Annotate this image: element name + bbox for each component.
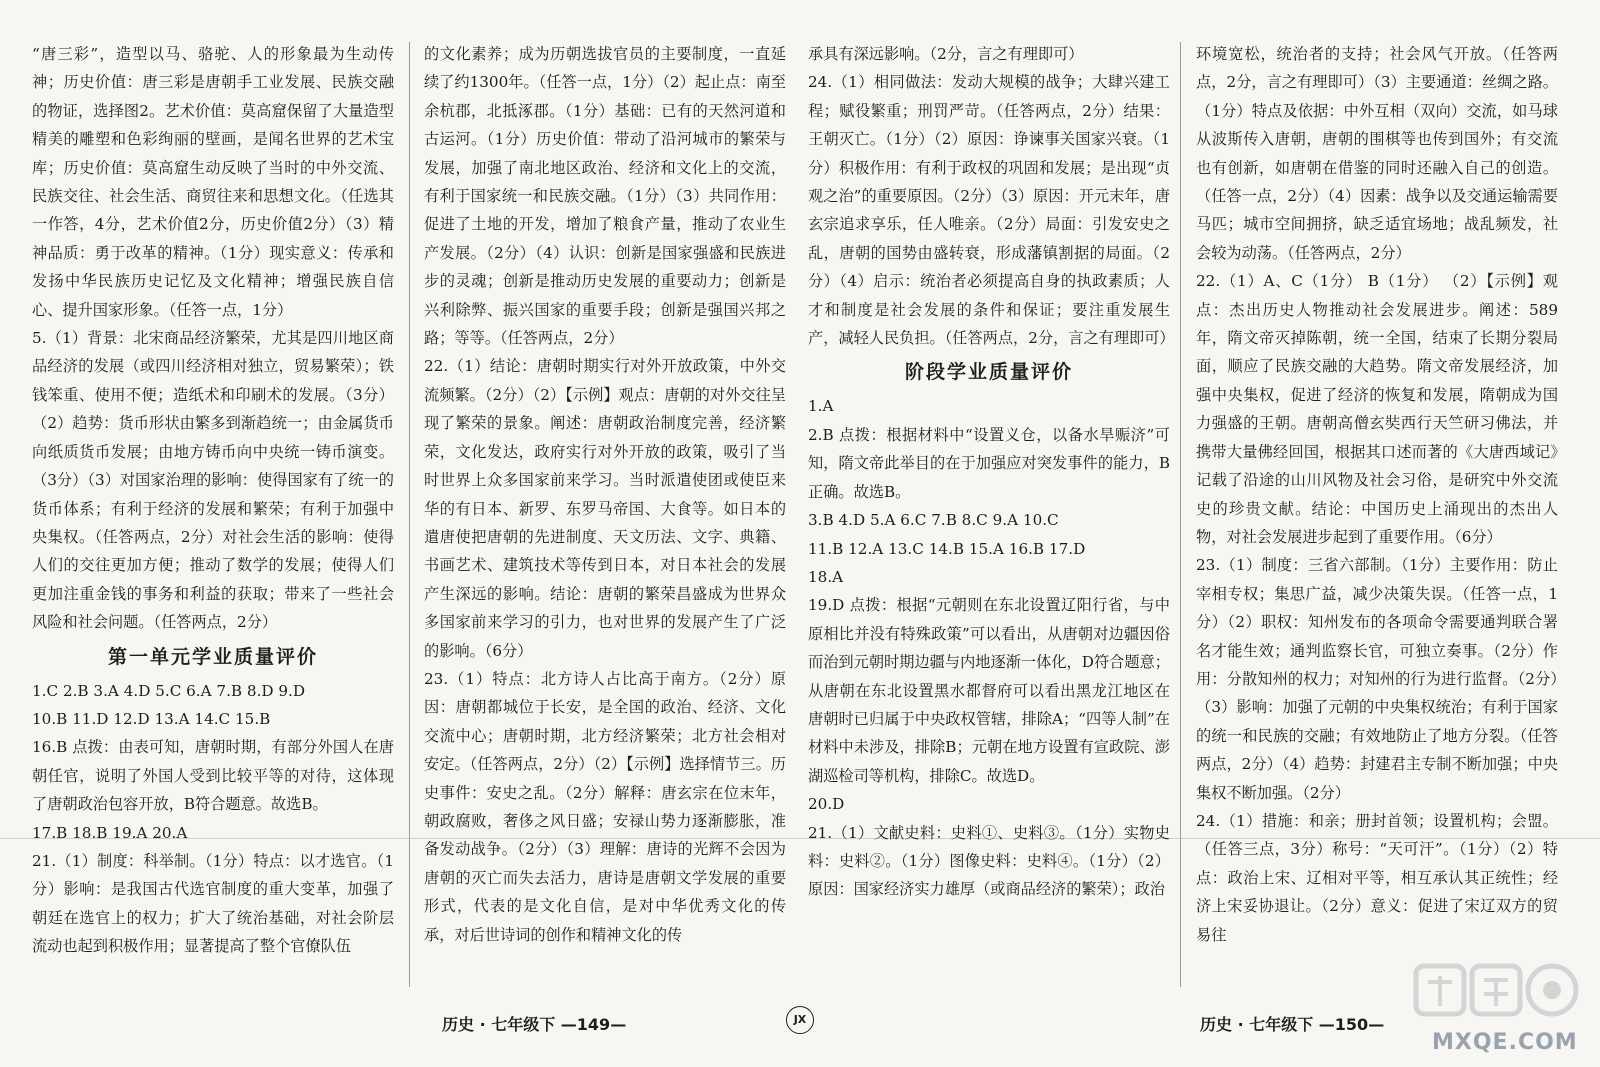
paragraph: 5.（1）背景：北宋商品经济繁荣，尤其是四川地区商品经济的发展（或四川经济相对独立，贸易繁荣）；铁钱笨重、使用不便；造纸术和印刷术的发展。（3分）（2）趋势：货币形状由繁多到渐趋统一；由金属货币向纸质货币发展；由地方铸币向中央统一铸币演变。（3分）（3）对国家治理的影响：使得国家有了统一的货币体系；有利于经济的发展和繁荣；有利于加强中央集权。（任答两点，2分）对社会生活的影响：使得人们的交往更加方便；推动了数学的发展；使得人们更加注重金钱的事务和利益的获取；带来了一些社会风险和社会问题。（任答两点，2分） <box>32 329 394 632</box>
answer-line: 20.D <box>808 795 845 814</box>
paragraph: 16.B 点拨：由表可知，唐朝时期，有部分外国人在唐朝任官，说明了外国人受到比较平等的对待，这体现了唐朝政治包容开放，B符合题意。故选B。 <box>32 738 394 814</box>
column-1 <box>32 40 394 961</box>
paragraph: 23.（1）制度：三省六部制。（1分）主要作用：防止宰相专权；集思广益，减少决策失误。（任答一点，1分）（2）职权：知州发布的各项命令需要通判联合署名才能生效；通判监察长官，可独立奏事。（2分）作用：分散知州的权力；对知州的行为进行监督。（2分）（3）影响：加强了元朝的中央集权统治；有利于国家的统一和民族的交融；有效地防止了地方分裂。（任答两点，2分）（4）趋势：封建君主专制不断加强；中央集权不断加强。（2分） <box>1196 556 1558 802</box>
paragraph: 24.（1）相同做法：发动大规模的战争；大肆兴建工程；赋役繁重；刑罚严苛。（任答两点，2分）结果：王朝灭亡。（1分）（2）原因：诤谏事关国家兴衰。（1分）积极作用：有利于政权的巩固和发展；是出现“贞观之治”的重要原因。（2分）（3）原因：开元末年，唐玄宗追求享乐，任人唯亲。（2分）局面：引发安史之乱，唐朝的国势由盛转衰，形成藩镇割据的局面。（2分）（4）启示：统治者必须提高自身的执政素质；人才和制度是社会发展的条件和保证；要注重发展生产，减轻人民负担。（任答两点，2分，言之有理即可） <box>808 73 1175 348</box>
paragraph: 24.（1）措施：和亲；册封首领；设置机构；会盟。（任答三点，3分）称号：“天可汗”。（1分）（2）特点：政治上宋、辽相对平等，相互承认其正统性；经济上宋妥协退让。（2分）意义：促进了宋辽双方的贸易往 <box>1196 811 1558 944</box>
paragraph: 22.（1）结论：唐朝时期实行对外开放政策，中外交流频繁。（2分）（2）【示例】观点：唐朝的对外交往呈现了繁荣的景象。阐述：唐朝政治制度完善，经济繁荣，文化发达，政府实行对外开放的政策，吸引了当时世界上众多国家前来学习。当时派遣使团或使臣来华的有日本、新罗、东罗马帝国、大食等。如日本的遣唐使把唐朝的先进制度、天文历法、文字、典籍、书画艺术、建筑技术等传到日本，对日本社会的发展产生深远的影响。结论：唐朝的繁荣昌盛成为世界众多国家前来学习的引力，也对世界的发展产生了广泛的影响。（6分） <box>424 357 786 660</box>
paragraph: 23.（1）特点：北方诗人占比高于南方。（2分）原因：唐朝都城位于长安，是全国的政治、经济、文化交流中心；唐朝时期，北方经济繁荣；北方社会相对安定。（任答两点，2分）（2）【示例】选择情节三。历史事件：安史之乱。（2分）解释：唐玄宗在位末年，朝政腐败，奢侈之风日盛；安禄山势力逐渐膨胀，准备发动战争。（2分）（3）理解：唐诗的光辉不会因为唐朝的灭亡而失去活力，唐诗是唐朝文学发展的重要形式，代表的是文化自信，是对中华优秀文化的传承，对后世诗词的创作和精神文化的传 <box>424 669 786 944</box>
paragraph: 2.B 点拨：根据材料中“设置义仓，以备水旱赈济”可知，隋文帝此举目的在于加强应对突发事件的能力，B正确。故选B。 <box>808 425 1170 501</box>
section-title: 阶段学业质量评价 <box>904 361 1073 384</box>
paragraph: 的文化素养；成为历朝选拔官员的主要制度，一直延续了约1300年。（任答一点，1分）（2）起止点：南至余杭郡，北抵涿郡。（1分）基础：已有的天然河道和古运河。（1分）历史价值：带动了沿河城市的繁荣与发展，加强了南北地区政治、经济和文化上的交流，有利于国家统一和民族交融。（1分）（3）共同作用：促进了土地的开发，增加了粮食产量，推动了农业生产发展。（2分）（4）认识：创新是国家强盛和民族进步的灵魂；创新是推动历史发展的重要动力；创新是兴利除弊、振兴国家的重要手段；创新是强国兴邦之路；等等。（任答两点，2分） <box>424 45 786 348</box>
answer-line: 18.A <box>808 567 844 586</box>
column-3 <box>808 40 1175 904</box>
answer-line: 3.B 4.D 5.A 6.C 7.B 8.C 9.A 10.C <box>808 511 1059 530</box>
paragraph: 环境宽松，统治者的支持；社会风气开放。（任答两点，2分，言之有理即可）（3）主要通道：丝绸之路。（1分）特点及依据：中外互相（双向）交流，如马球从波斯传入唐朝，唐朝的围棋等也传到国外；有交流也有创新，如唐朝在借鉴的同时还融入自己的创造。（任答一点，2分）（4）因素：战争以及交通运输需要马匹；城市空间拥挤，缺乏适宜场地；战乱频发，社会较为动荡。（任答两点，2分） <box>1196 45 1558 262</box>
paragraph: 21.（1）文献史料：史料①、史料③。（1分）实物史料：史料②。（1分）图像史料：史料④。（1分）（2）原因：国家经济实力雄厚（或商品经济的繁荣）；政治 <box>808 823 1170 899</box>
answer-line: 17.B 18.B 19.A 20.A <box>32 823 188 842</box>
answer-line: 1.C 2.B 3.A 4.D 5.C 6.A 7.B 8.D 9.D <box>32 681 306 700</box>
column-4 <box>1196 40 1558 949</box>
page-footer-right: 历史 · 七年级下 —150— <box>1200 1015 1385 1034</box>
watermark-url: MXQE.COM <box>1432 1030 1578 1055</box>
paragraph: “唐三彩”，造型以马、骆驼、人的形象最为生动传神；历史价值：唐三彩是唐朝手工业发展、民族交融的物证，选择图2。艺术价值：莫高窟保留了大量造型精美的雕塑和色彩绚丽的壁画，是闻名世界的艺术宝库；历史价值：莫高窟生动反映了当时的中外交流、民族交往、社会生活、商贸往来和思想文化。（任选其一作答，4分，艺术价值2分，历史价值2分）（3）精神品质：勇于改革的精神。（1分）现实意义：传承和发扬中华民族历史记忆及文化精神；增强民族自信心、提升国家形象。（任答一点，1分） <box>32 45 394 319</box>
jx-badge: JX <box>786 1006 814 1034</box>
page-footer-left: 历史 · 七年级下 —149— <box>442 1015 627 1034</box>
column-divider <box>1180 42 1181 987</box>
answer-line: 1.A <box>808 397 834 416</box>
answer-line: 10.B 11.D 12.D 13.A 14.C 15.B <box>32 709 271 728</box>
paragraph: 承具有深远影响。（2分，言之有理即可） <box>808 45 1084 63</box>
column-divider <box>409 42 410 987</box>
answer-line: 11.B 12.A 13.C 14.B 15.A 16.B 17.D <box>808 539 1086 558</box>
section-title: 第一单元学业质量评价 <box>107 645 318 668</box>
column-2 <box>424 40 786 949</box>
paragraph: 19.D 点拨：根据“元朝则在东北设置辽阳行省，与中原相比并没有特殊政策”可以看出，从唐朝对边疆因俗而治到元朝时期边疆与内地逐渐一体化，D符合题意；从唐朝在东北设置黑水都督府可以看出黑龙江地区在唐朝时已归属于中央政权管辖，排除A；“四等人制”在材料中未涉及，排除B；元朝在地方设置有宣政院、澎湖巡检司等机构，排除C。故选D。 <box>808 596 1170 785</box>
paragraph: 21.（1）制度：科举制。（1分）特点：以才选官。（1分）影响：是我国古代选官制度的重大变革，加强了朝廷在选官上的权力；扩大了统治基础，对社会阶层流动也起到积极作用；显著提高了整个官僚队伍 <box>32 851 394 956</box>
paragraph: 22.（1）A、C（1分） B（1分） （2）【示例】观点：杰出历史人物推动社会发展进步。阐述：589年，隋文帝灭掉陈朝，统一全国，结束了长期分裂局面，顺应了民族交融的大趋势。隋文帝发展经济，加强中央集权，促进了经济的恢复和发展，隋朝成为国力强盛的王朝。唐朝高僧玄奘西行天竺研习佛法，并携带大量佛经回国，根据其口述而著的《大唐西域记》记载了沿途的山川风物及社会习俗，是研究中外交流史的珍贵文献。结论：中国历史上涌现出的杰出人物，对社会发展进步起到了重要作用。（6分） <box>1196 272 1558 546</box>
